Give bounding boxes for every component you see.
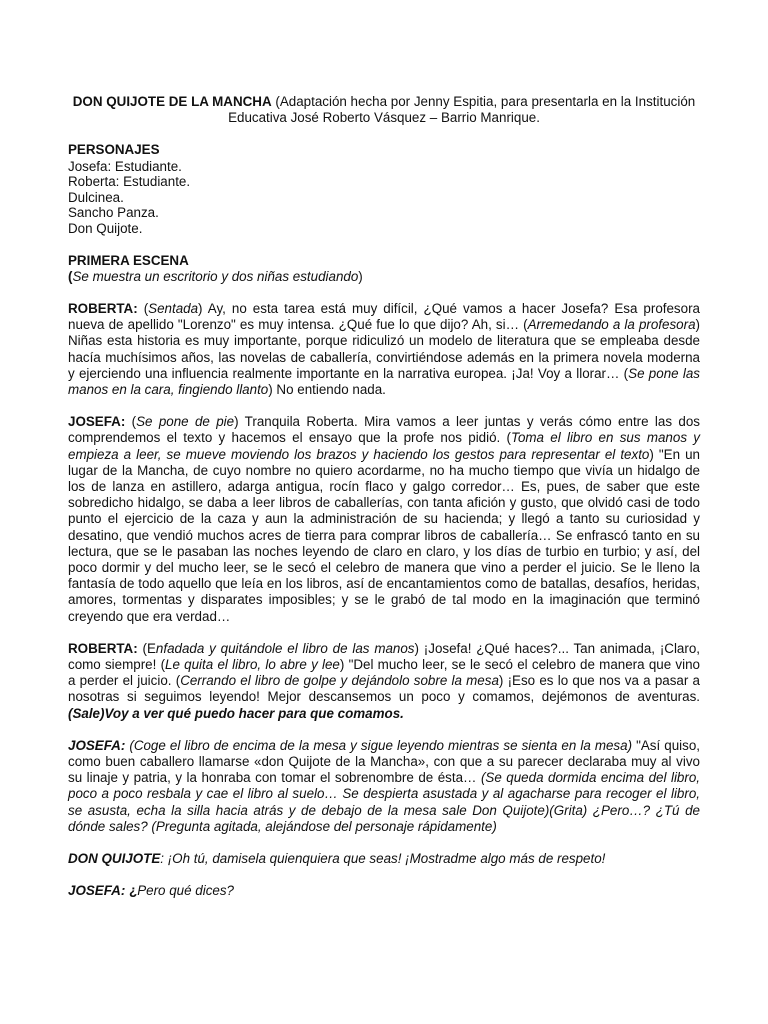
text-run: ¿ <box>125 883 138 899</box>
text-run: ( <box>125 414 137 430</box>
personajes-section <box>68 142 700 236</box>
dialogue-text: ) "En un lugar de la Mancha, de cuyo nombre no quiero acordarme, no ha mucho tiempo que vivía un hidalgo de los de lanza en astillero, adarga antigua, rocín flaco y galgo corredor… Es, pues, de saber que este sobredicho hidalgo, se daba a leer libros de caballerías, con tanta afición y gusto, que olvidó casi de todo punto el ejercicio de la caza y aun la administración de su hacienda; y llegó a tanto su curiosidad y desatino, que vendió muchos acres de tierra para comprar libros de caballería… Se enfrascó tanto en su lectura, que se le pasaban las noches leyendo de claro en claro, y los días de turbio en turbio; y así, del poco dormir y del mucho leer, se le secó el celebro de manera que vino a perder el juicio. Se le lleno la fantasía de todo aquello que leía en los libros, así de encantamientos como de batallas, desafíos, heridas, amores, tormentas y disparates imposibles; y se le grabó de tal modo en la imaginación que terminó creyendo que era verdad… <box>68 446 700 624</box>
speaker-name: ROBERTA: <box>68 640 138 656</box>
document-page <box>68 94 700 899</box>
stage-direction: nfadada y quitándole el libro de las manos <box>155 640 415 656</box>
stage-direction: Se muestra un escritorio y dos niñas estudiando <box>72 268 359 284</box>
personaje-item: Sancho Panza. <box>68 205 159 221</box>
dialogue-text: "Así quiso, como buen caballero llamarse «don Quijote de la Mancha», con que a su parecer declaraba muy al vivo su linaje y patria, y la honraba con tomar el sobrenombre de ésta… <box>68 737 701 786</box>
stage-direction: (Coge el libro de encima de la mesa y sigue leyendo mientras se sienta en la mesa) <box>125 737 633 753</box>
stage-direction: Le quita el libro, lo abre y lee <box>165 657 340 673</box>
stage-direction: Se pone las manos en la cara, fingiendo llanto <box>68 365 700 397</box>
dialogue-text: ) Niñas esta historia es muy importante, porque ridiculizó un modelo de literatura que se empleaba desde hacía muchísimos años, las novelas de caballería, convirtiéndose además en la primera novela moderna y ejerciendo una influencia realmente importante en la narrativa europea. ¡Ja! Voy a llorar… ( <box>68 317 700 381</box>
speaker-name: DON QUIJOTE <box>68 851 161 867</box>
title-subtitle: (Adaptación hecha por Jenny Espitia, para presentarla en la Institución Educativa José Roberto Vásquez – Barrio Manrique. <box>228 94 696 126</box>
dialogue-josefa-3 <box>68 883 700 899</box>
dialogue-text: ) Tranquila Roberta. Mira vamos a leer juntas y verás cómo entre las dos comprendemos el texto y hacemos el ensayo que la profe nos pidió. ( <box>68 414 700 446</box>
personaje-item: Josefa: Estudiante. <box>68 158 182 174</box>
dialogue-text: : ¡Oh tú, damisela quienquiera que seas! ¡Mostradme algo más de respeto! <box>160 851 606 867</box>
stage-direction: (Sale)Voy a ver qué puedo hacer para que comamos. <box>68 705 404 721</box>
text-run: (E <box>137 640 156 656</box>
personaje-item: Don Quijote. <box>68 220 143 236</box>
stage-direction: Se pone de pie <box>136 414 235 430</box>
dialogue-josefa-2 <box>68 738 700 835</box>
dialogue-text: ) ¡Josefa! ¿Qué haces?... Tan animada, ¡Claro, como siempre! ( <box>68 640 700 673</box>
dialogue-text: ) ¡Eso es lo que nos va a pasar a nosotras si seguimos leyendo! Mejor descansemos un poco y comamos, dejémonos de aventuras. <box>68 673 700 705</box>
stage-direction: Arremedando a la profesora <box>527 317 696 333</box>
escena-direction-line <box>68 269 700 285</box>
personaje-item: Dulcinea. <box>68 189 124 205</box>
personajes-heading: PERSONAJES <box>68 142 160 158</box>
dialogue-roberta-1 <box>68 301 700 398</box>
dialogue-text: ) No entiendo nada. <box>268 382 386 397</box>
text-run: ( <box>137 300 149 316</box>
paren-close: ) <box>358 268 363 284</box>
stage-direction: Toma el libro en sus manos y empieza a leer, se mueve moviendo los brazos y haciendo los gestos para representar el texto <box>68 430 700 462</box>
escena-section <box>68 253 700 285</box>
speaker-name: ROBERTA: <box>68 300 138 316</box>
speaker-name: JOSEFA: <box>68 883 126 899</box>
stage-direction: Sentada <box>148 300 199 316</box>
paren-open: ( <box>68 268 73 284</box>
dialogue-text: ) Ay, no esta tarea está muy difícil, ¿Qué vamos a hacer Josefa? Esa profesora nueva de apellido "Lorenzo" es muy intensa. ¿Qué fue lo que dijo? Ah, si… ( <box>68 300 700 333</box>
escena-heading: PRIMERA ESCENA <box>68 252 189 268</box>
dialogue-don-quijote-1 <box>68 851 700 867</box>
dialogue-roberta-2 <box>68 641 700 722</box>
stage-direction: (Se queda dormida encima del libro, poco a poco resbala y cae el libro al suelo… Se despierta asustada y al agacharse para recoger el libro, se asusta, echa la silla hacia atrás y de debajo de la mesa sale Don Quijote)(Grita) ¿Pero…? ¿Tú de dónde sales? (Pregunta agitada, alejándose del personaje rápidamente) <box>68 770 700 834</box>
dialogue-josefa-1 <box>68 414 700 625</box>
dialogue-text: Pero qué dices? <box>137 883 234 899</box>
personaje-item: Roberta: Estudiante. <box>68 174 191 190</box>
speaker-name: JOSEFA: <box>68 737 126 753</box>
speaker-name: JOSEFA: <box>68 414 126 430</box>
stage-direction: Cerrando el libro de golpe y dejándolo sobre la mesa <box>180 673 499 689</box>
title-bold: DON QUIJOTE DE LA MANCHA <box>72 94 272 109</box>
document-title <box>68 94 700 126</box>
dialogue-text: ) "Del mucho leer, se le secó el celebro de manera que vino a perder el juicio. ( <box>68 657 700 689</box>
